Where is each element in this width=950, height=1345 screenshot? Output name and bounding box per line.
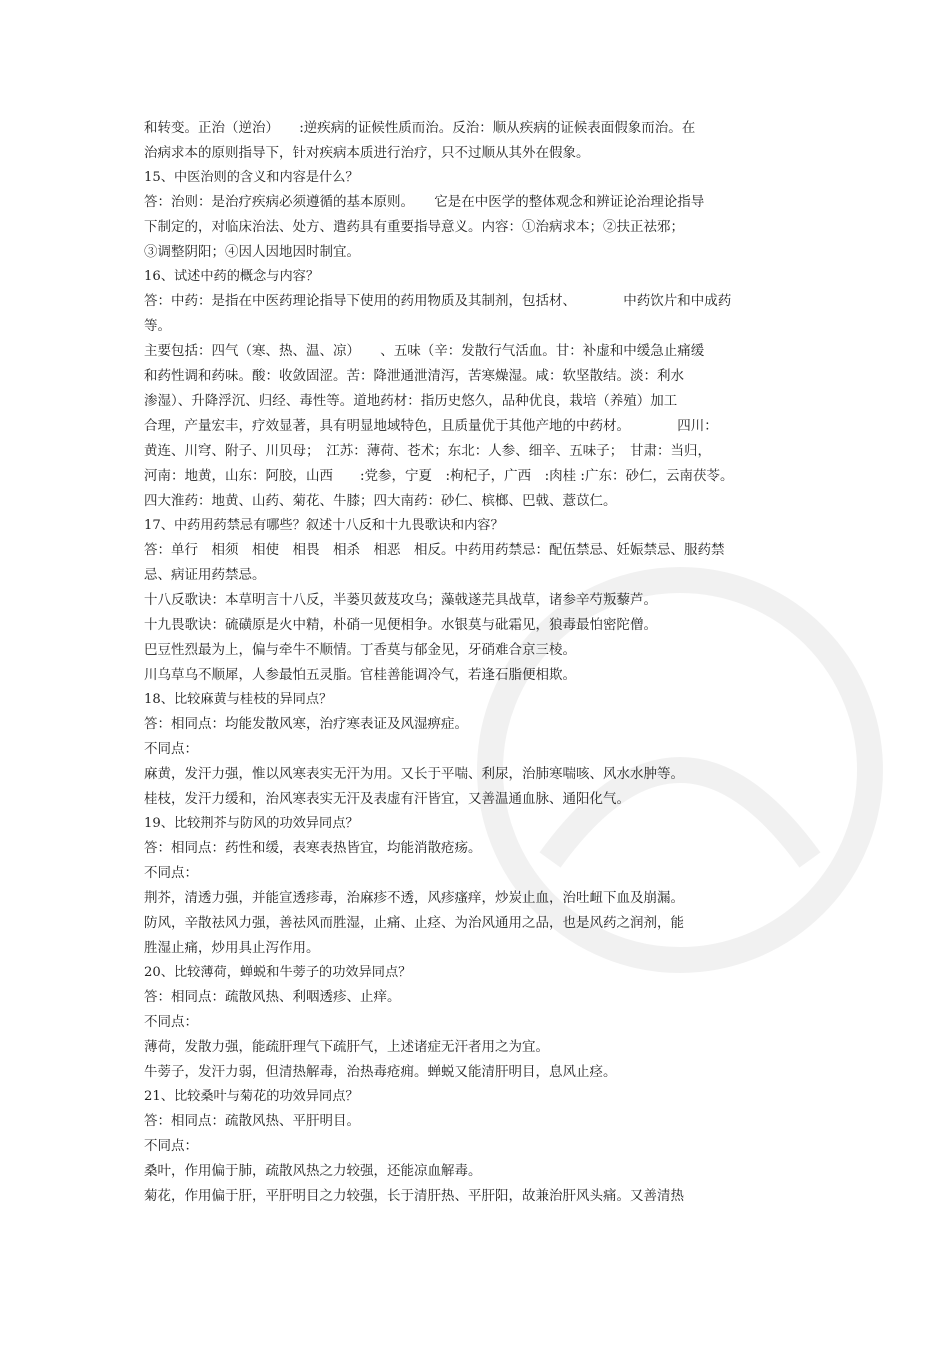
text-line: 牛蒡子，发汗力弱，但清热解毒，治热毒疮痈。蝉蜕又能清肝明目，息风止痉。 — [144, 1064, 617, 1080]
question-heading: 21、比较桑叶与菊花的功效异同点？ — [144, 1089, 359, 1104]
text-line: 等。 — [144, 318, 171, 334]
text-line: 答：相同点：疏散风热、利咽透疹、止痒。 — [144, 989, 401, 1005]
question-heading: 20、比较薄荷，蝉蜕和牛蒡子的功效异同点？ — [144, 965, 412, 980]
text-line: 答：相同点：均能发散风寒，治疗寒表证及风湿痹症。 — [144, 716, 468, 732]
text-line: 答：中药：是指在中医药理论指导下使用的药用物质及其制剂，包括材、 中药饮片和中成药 — [144, 293, 732, 309]
text-line: 四大淮药：地黄、山药、菊花、牛膝；四大南药：砂仁、槟榔、巴戟、薏苡仁。 — [144, 493, 617, 509]
text-line: 下制定的，对临床治法、处方、遣药具有重要指导意义。内容：①治病求本；②扶正祛邪； — [144, 219, 684, 235]
text-line: 薄荷，发散力强，能疏肝理气下疏肝气，上述诸症无汗者用之为宜。 — [144, 1039, 549, 1055]
document-body — [144, 116, 804, 1209]
text-line: 不同点： — [144, 865, 198, 881]
text-line: 忌、病证用药禁忌。 — [144, 567, 266, 583]
text-line: 不同点： — [144, 1138, 198, 1154]
text-line: 合理，产量宏丰，疗效显著，具有明显地域特色，且质量优于其他产地的中药材。 四川： — [144, 418, 718, 434]
text-line: 防风，辛散祛风力强，善祛风而胜湿，止痛、止痉、为治风通用之品，也是风药之润剂，能 — [144, 915, 684, 931]
text-line: 答：治则：是治疗疾病必须遵循的基本原则。 它是在中医学的整体观念和辨证论治理论指导 — [144, 194, 705, 210]
text-line: 巴豆性烈最为上，偏与牵牛不顺情。丁香莫与郁金见，牙硝难合京三棱。 — [144, 642, 576, 658]
question-heading: 16、试述中药的概念与内容？ — [144, 269, 320, 284]
text-line: 胜湿止痛，炒用具止泻作用。 — [144, 940, 320, 956]
text-line: 黄连、川穹、附子、川贝母； 江苏：薄荷、苍术；东北：人参、细辛、五味子； 甘肃：当归， — [144, 443, 711, 459]
text-line: 不同点： — [144, 1014, 198, 1030]
text-line: 荆芥，清透力强，并能宣透疹毒，治麻疹不透，风疹瘙痒，炒炭止血，治吐衄下血及崩漏。 — [144, 890, 684, 906]
text-line: 十八反歌诀：本草明言十八反，半蒌贝蔹芨攻乌；藻戟遂芫具战草，诸参辛芍叛藜芦。 — [144, 592, 657, 608]
question-heading: 19、比较荆芥与防风的功效异同点？ — [144, 816, 359, 831]
text-line: 治病求本的原则指导下，针对疾病本质进行治疗，只不过顺从其外在假象。 — [144, 145, 590, 161]
question-heading: 15、中医治则的含义和内容是什么？ — [144, 170, 359, 185]
text-line: 十九畏歌诀：硫磺原是火中精，朴硝一见便相争。水银莫与砒霜见，狼毒最怕密陀僧。 — [144, 617, 657, 633]
text-line: 渗湿）、升降浮沉、归经、毒性等。道地药材：指历史悠久，品种优良，栽培（养殖）加工 — [144, 393, 678, 409]
text-line: 不同点： — [144, 741, 198, 757]
text-line: 麻黄，发汗力强，惟以风寒表实无汗为用。又长于平喘、利尿，治肺寒喘咳、风水水肿等。 — [144, 766, 684, 782]
text-line: 桑叶，作用偏于肺，疏散风热之力较强，还能凉血解毒。 — [144, 1163, 482, 1179]
text-line: 答：单行 相须 相使 相畏 相杀 相恶 相反。中药用药禁忌：配伍禁忌、妊娠禁忌、服药禁 — [144, 542, 725, 558]
text-line: 菊花，作用偏于肝，平肝明目之力较强，长于清肝热、平肝阳，故兼治肝风头痛。又善清热 — [144, 1188, 684, 1204]
text-line: 河南：地黄，山东：阿胶，山西 :党参，宁夏 :枸杞子，广西 :肉桂 :广东：砂仁，云南茯苓。 — [144, 468, 734, 484]
text-line: 答：相同点：药性和缓，表寒表热皆宜，均能消散疮疡。 — [144, 840, 482, 856]
question-heading: 18、比较麻黄与桂枝的异同点？ — [144, 692, 333, 707]
text-line: 主要包括：四气（寒、热、温、凉） 、五味（辛：发散行气活血。甘：补虚和中缓急止痛缓 — [144, 343, 705, 359]
text-line: 桂枝，发汗力缓和，治风寒表实无汗及表虚有汗皆宜，又善温通血脉、通阳化气。 — [144, 791, 630, 807]
text-line: 和药性调和药味。酸：收敛固涩。苦：降泄通泄清泻，苦寒燥湿。咸：软坚散结。淡：利水 — [144, 368, 684, 384]
text-line: 川乌草乌不顺犀，人参最怕五灵脂。官桂善能调冷气，若逢石脂便相欺。 — [144, 667, 576, 683]
question-heading: 17、中药用药禁忌有哪些？叙述十八反和十九畏歌诀和内容？ — [144, 518, 504, 533]
text-line: ③调整阴阳；④因人因地因时制宜。 — [144, 244, 360, 260]
text-line: 答：相同点：疏散风热、平肝明目。 — [144, 1113, 360, 1129]
text-line: 和转变。正治（逆治） :逆疾病的证候性质而治。反治：顺从疾病的证候表面假象而治。在 — [144, 120, 696, 136]
